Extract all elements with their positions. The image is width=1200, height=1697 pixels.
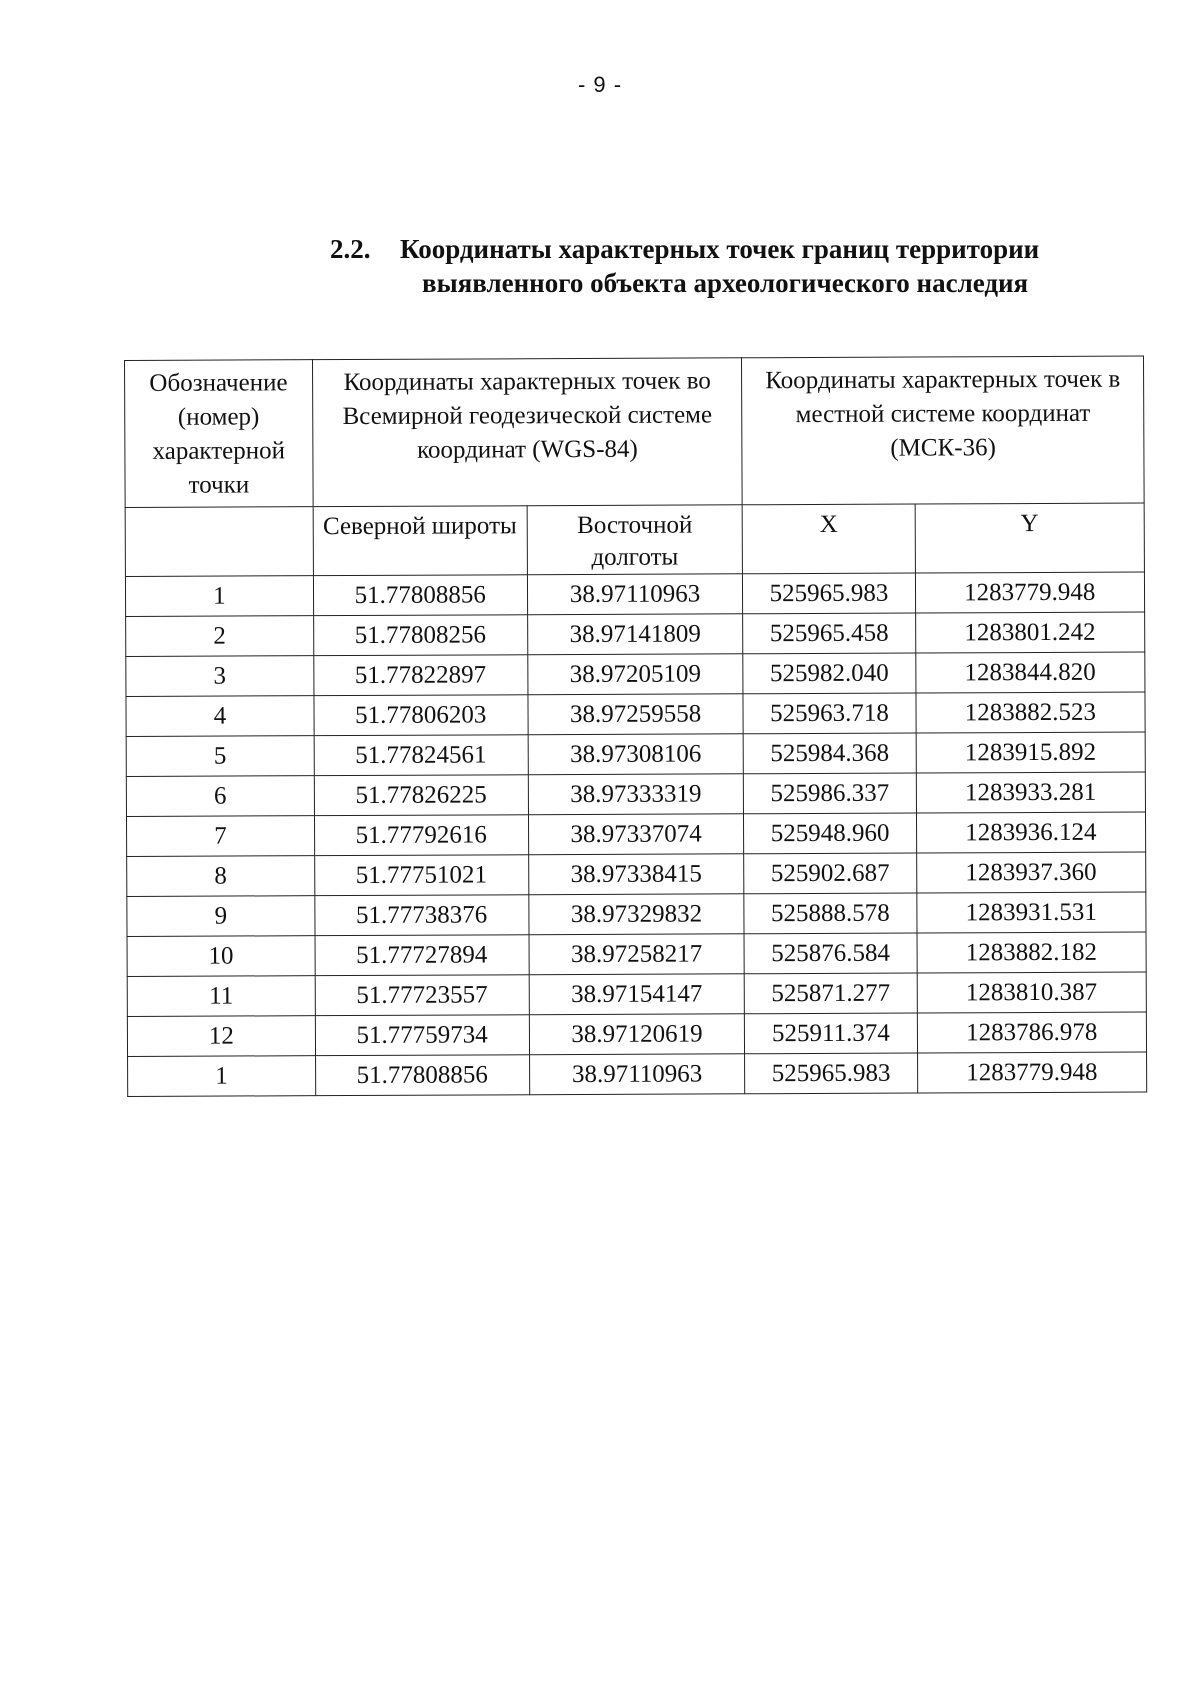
cell-y-coordinate: 1283937.360 bbox=[916, 852, 1146, 893]
section-number: 2.2. bbox=[330, 234, 371, 264]
cell-x-coordinate: 525965.458 bbox=[743, 613, 915, 654]
section-title-line-2: выявленного объекта археологического наследия bbox=[422, 268, 1029, 298]
cell-north-latitude: 51.77723557 bbox=[315, 975, 529, 1016]
cell-point-number: 8 bbox=[127, 856, 315, 897]
table-row bbox=[127, 1012, 1146, 1056]
cell-y-coordinate: 1283936.124 bbox=[916, 812, 1146, 853]
cell-point-number: 12 bbox=[127, 1016, 315, 1057]
cell-east-longitude: 38.97110963 bbox=[527, 574, 743, 615]
cell-y-coordinate: 1283915.892 bbox=[916, 732, 1146, 773]
cell-east-longitude: 38.97259558 bbox=[528, 694, 744, 735]
cell-x-coordinate: 525911.374 bbox=[745, 1013, 917, 1054]
header-point-designation: Обозначение (номер) характерной точки bbox=[125, 360, 313, 508]
cell-x-coordinate: 525982.040 bbox=[743, 653, 915, 694]
cell-north-latitude: 51.77808856 bbox=[315, 1055, 529, 1096]
table-row bbox=[128, 1052, 1147, 1096]
cell-point-number: 7 bbox=[126, 816, 314, 857]
cell-x-coordinate: 525888.578 bbox=[744, 893, 916, 934]
cell-east-longitude: 38.97329832 bbox=[528, 894, 744, 935]
cell-point-number: 4 bbox=[126, 696, 314, 737]
cell-y-coordinate: 1283779.948 bbox=[915, 572, 1145, 613]
cell-y-coordinate: 1283882.182 bbox=[917, 932, 1147, 973]
cell-north-latitude: 51.77738376 bbox=[315, 895, 529, 936]
cell-y-coordinate: 1283801.242 bbox=[915, 612, 1145, 653]
cell-y-coordinate: 1283931.531 bbox=[916, 892, 1146, 933]
cell-east-longitude: 38.97141809 bbox=[527, 614, 743, 655]
table-row bbox=[126, 812, 1145, 856]
cell-north-latitude: 51.77751021 bbox=[314, 855, 528, 896]
cell-y-coordinate: 1283933.281 bbox=[916, 772, 1146, 813]
cell-point-number: 11 bbox=[127, 976, 315, 1017]
cell-y-coordinate: 1283844.820 bbox=[915, 652, 1145, 693]
table-row bbox=[127, 892, 1146, 936]
cell-east-longitude: 38.97120619 bbox=[529, 1014, 745, 1055]
cell-north-latitude: 51.77808856 bbox=[313, 575, 527, 616]
cell-east-longitude: 38.97337074 bbox=[528, 814, 744, 855]
table-row bbox=[126, 692, 1145, 736]
table-row bbox=[127, 932, 1146, 976]
cell-point-number: 10 bbox=[127, 936, 315, 977]
cell-north-latitude: 51.77727894 bbox=[315, 935, 529, 976]
subheader-x: X bbox=[743, 504, 915, 574]
subheader-east-longitude: Восточной долготы bbox=[527, 505, 743, 575]
cell-east-longitude: 38.97154147 bbox=[529, 974, 745, 1015]
cell-north-latitude: 51.77824561 bbox=[314, 735, 528, 776]
header-wgs84-coordinates: Координаты характерных точек во Всемирной геодезической системе координат (WGS-84) bbox=[312, 358, 742, 507]
cell-point-number: 5 bbox=[126, 736, 314, 777]
subheader-empty-cell bbox=[125, 507, 313, 577]
section-title-line-1: Координаты характерных точек границ территории bbox=[400, 234, 1040, 264]
cell-north-latitude: 51.77808256 bbox=[313, 615, 527, 656]
cell-north-latitude: 51.77826225 bbox=[314, 775, 528, 816]
cell-point-number: 6 bbox=[126, 776, 314, 817]
cell-y-coordinate: 1283810.387 bbox=[917, 972, 1147, 1013]
cell-north-latitude: 51.77822897 bbox=[314, 655, 528, 696]
cell-y-coordinate: 1283779.948 bbox=[917, 1052, 1147, 1093]
cell-east-longitude: 38.97338415 bbox=[528, 854, 744, 895]
cell-east-longitude: 38.97110963 bbox=[529, 1054, 745, 1095]
cell-x-coordinate: 525986.337 bbox=[744, 773, 916, 814]
cell-y-coordinate: 1283882.523 bbox=[915, 692, 1145, 733]
table-row bbox=[127, 852, 1146, 896]
cell-x-coordinate: 525965.983 bbox=[743, 573, 915, 614]
subheader-y: Y bbox=[915, 503, 1145, 573]
table-row bbox=[125, 572, 1144, 616]
cell-x-coordinate: 525984.368 bbox=[744, 733, 916, 774]
cell-x-coordinate: 525902.687 bbox=[744, 853, 916, 894]
table-row bbox=[126, 772, 1145, 816]
cell-x-coordinate: 525963.718 bbox=[743, 693, 915, 734]
table-row bbox=[126, 652, 1145, 696]
subheader-north-latitude: Северной широты bbox=[313, 506, 527, 576]
cell-x-coordinate: 525876.584 bbox=[744, 933, 916, 974]
cell-point-number: 1 bbox=[125, 576, 313, 617]
table-subheader-row bbox=[125, 503, 1144, 576]
table-row bbox=[126, 612, 1145, 656]
cell-east-longitude: 38.97308106 bbox=[528, 734, 744, 775]
header-msk36-coordinates: Координаты характерных точек в местной системе координат (МСК-36) bbox=[742, 356, 1144, 505]
cell-north-latitude: 51.77806203 bbox=[314, 695, 528, 736]
cell-north-latitude: 51.77759734 bbox=[315, 1015, 529, 1056]
cell-point-number: 1 bbox=[128, 1056, 316, 1097]
table-header-row bbox=[125, 356, 1145, 507]
cell-x-coordinate: 525871.277 bbox=[745, 973, 917, 1014]
table-row bbox=[127, 972, 1146, 1016]
cell-point-number: 2 bbox=[126, 616, 314, 657]
cell-x-coordinate: 525965.983 bbox=[745, 1053, 917, 1094]
cell-east-longitude: 38.97333319 bbox=[528, 774, 744, 815]
cell-x-coordinate: 525948.960 bbox=[744, 813, 916, 854]
page-number: - 9 - bbox=[577, 72, 623, 97]
cell-north-latitude: 51.77792616 bbox=[314, 815, 528, 856]
section-heading bbox=[330, 232, 1110, 300]
cell-point-number: 9 bbox=[127, 896, 315, 937]
table-row bbox=[126, 732, 1145, 776]
cell-y-coordinate: 1283786.978 bbox=[917, 1012, 1147, 1053]
coordinates-table-body bbox=[125, 356, 1147, 1096]
cell-east-longitude: 38.97258217 bbox=[529, 934, 745, 975]
coordinates-table bbox=[124, 356, 1147, 1097]
cell-point-number: 3 bbox=[126, 656, 314, 697]
cell-east-longitude: 38.97205109 bbox=[527, 654, 743, 695]
